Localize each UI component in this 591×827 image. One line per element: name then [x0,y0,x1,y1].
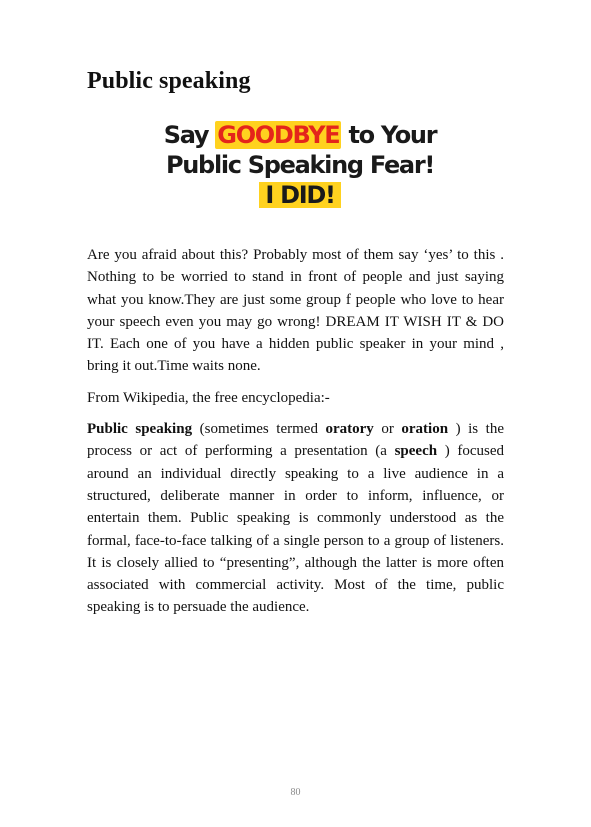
banner-say: Say [163,121,209,149]
definition-text-4: ) focused around an individual directly speaking to a live audience in a structured, deliberate manner in order to inform, influence, or entertain them. Public speaking is commonly understood as the formal, face-to-face talking of a single person to a group of listeners. It is closely allied to “presenting”, although the latter is more often associated with commercial activity. Most of the time, public speaking is to persuade the audience. [87,443,504,616]
term-speech: speech [394,443,438,460]
term-oratory: oratory [325,421,374,438]
source-line: From Wikipedia, the free encyclopedia:- [87,389,330,406]
definition-paragraph [87,418,504,619]
body-text [87,244,504,628]
banner-to-your: to Your [348,121,437,149]
definition-text-2: or [373,421,402,438]
banner-i-did-highlight: I DID! [259,182,340,208]
definition-text-3: ) is the process or act of performing a presentation (a [87,421,505,460]
term-public-speaking: Public speaking [87,421,193,438]
banner-line-1 [150,120,450,150]
banner-line-2: Public Speaking Fear! [165,151,434,179]
banner-image [150,120,450,210]
term-oration: oration [401,421,449,438]
intro-paragraph: Are you afraid about this? Probably most of them say ‘yes’ to this . Nothing to be worried to stand in front of people and just saying what you know.They are just some group f people who love to hear your speech even you may go wrong! DREAM IT WISH IT & DO IT. Each one of you have a hidden public speaker in your mind , bring it out.Time waits none. [87,247,504,375]
banner-goodbye-highlight: GOODBYE [217,121,340,149]
page-title: Public speaking [87,68,251,94]
page-number: 80 [290,787,301,798]
banner-line-3 [150,180,450,210]
definition-text-1: (sometimes termed [192,421,326,438]
